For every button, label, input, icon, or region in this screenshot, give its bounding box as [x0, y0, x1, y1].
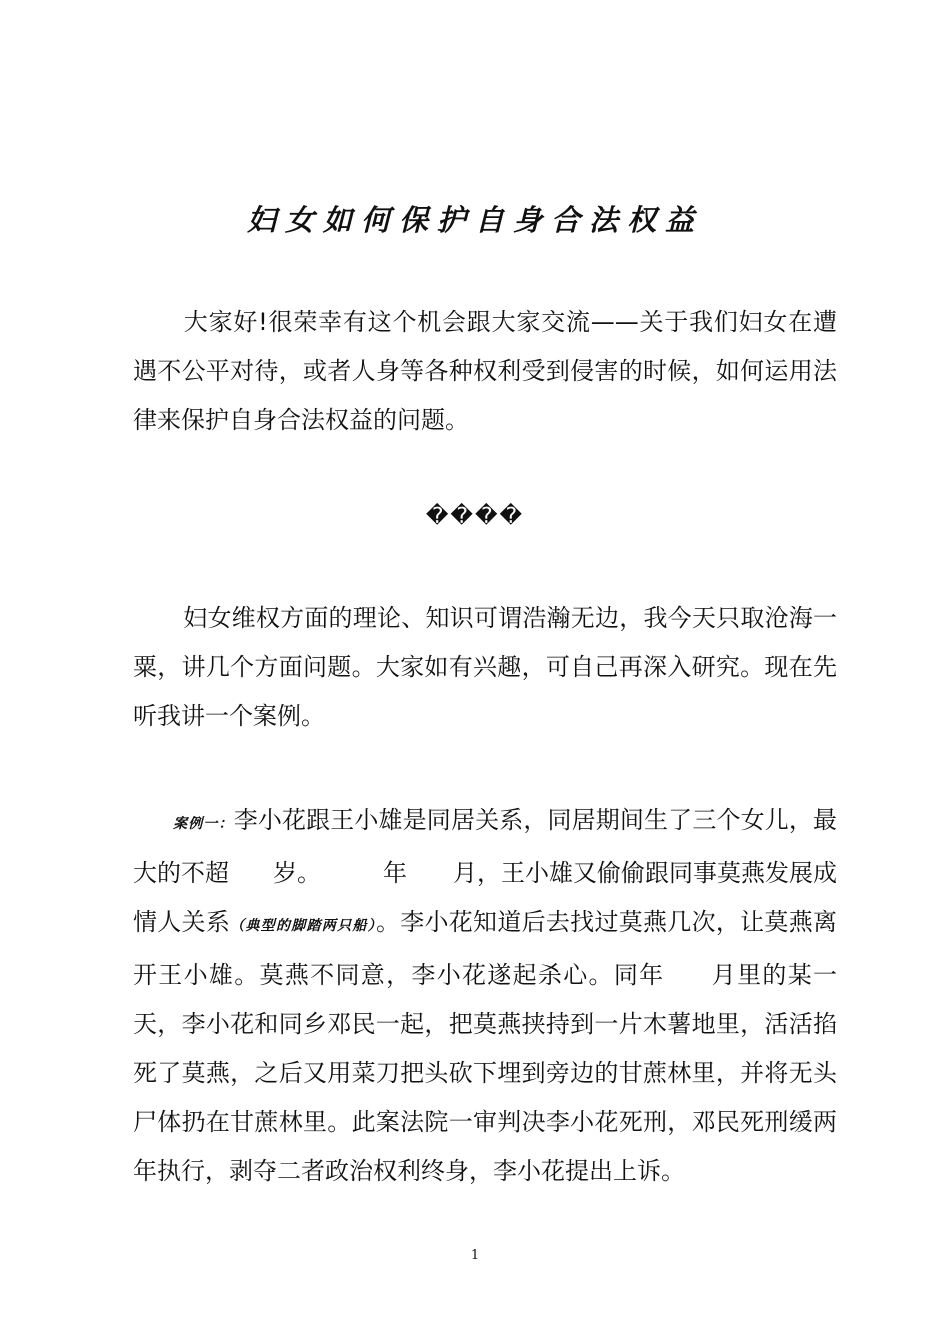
intro-text: 大家好!很荣幸有这个机会跟大家交流——关于我们妇女在遭遇不公平对待，或者人身等各种权利受到侵害的时候，如何运用法律来保护自身合法权益的问题。 [133, 308, 837, 434]
intro-paragraph [133, 298, 837, 445]
case-label: 案例一： [173, 816, 234, 832]
case-note: （典型的脚踏两只船） [230, 918, 376, 934]
case-text-4: 月，王小雄又偷偷跟同事莫燕发展成情人关系 [133, 859, 837, 936]
second-paragraph-text: 妇女维权方面的理论、知识可谓浩瀚无边，我今天只取沧海一粟，讲几个方面问题。大家如有兴趣，可自己再深入研究。现在先听我讲一个案例。 [133, 604, 837, 730]
case-text-1: 李小花跟王小雄是同居关系，同居期间生了三个女儿，最大的不超 [133, 806, 838, 887]
section-divider: ���� [425, 504, 525, 529]
page-number: 1 [470, 1248, 480, 1263]
case-text-5: 。李小花知道后去找过莫燕几次，让莫燕离开王小雄。莫燕不同意，李小花遂起杀心。同年 [133, 908, 837, 989]
case-paragraph [133, 796, 837, 1196]
second-paragraph [133, 594, 837, 741]
case-text-6: 月里的某一天，李小花和同乡邓民一起，把莫燕挟持到一片木薯地里，活活掐死了莫燕，之后又用菜刀把头砍下埋到旁边的甘蔗林里，并将无头尸体扔在甘蔗林里。此案法院一审判决李小花死刑，邓民死刑缓两年执行，剥夺二者政治权利终身，李小花提出上诉。 [133, 961, 838, 1185]
case-text-2: 岁。 [273, 859, 321, 887]
case-text-3: 年 [383, 859, 407, 887]
document-title: 妇女如何保护自身合法权益 [246, 203, 703, 237]
